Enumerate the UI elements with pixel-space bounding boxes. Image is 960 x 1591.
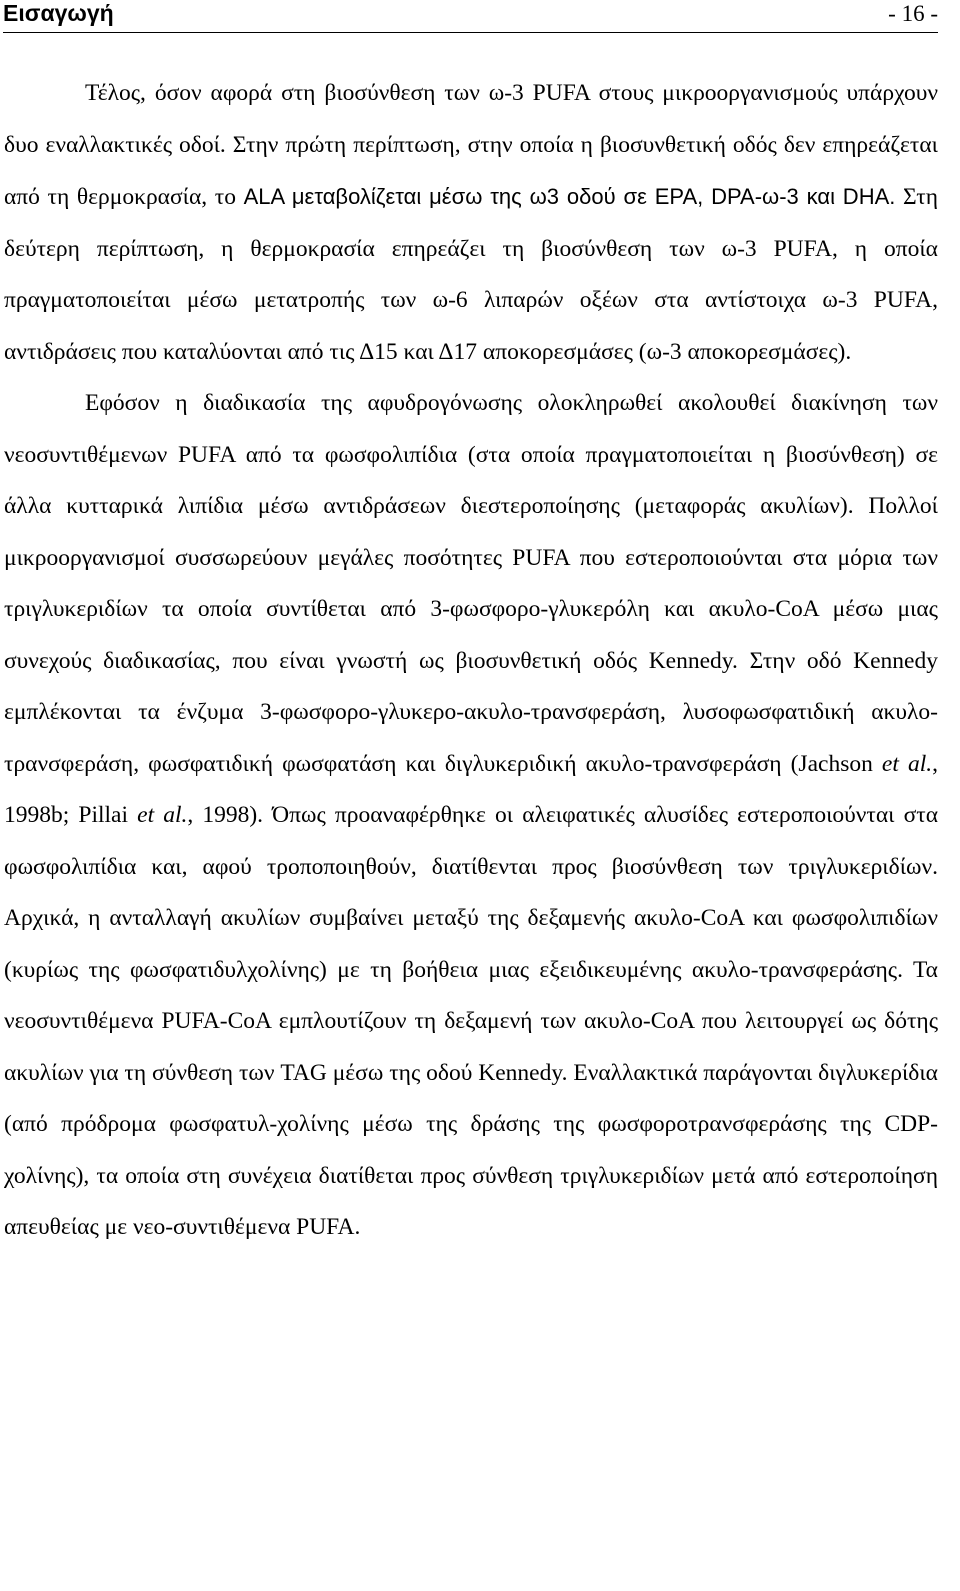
paragraph-2-text-a: Εφόσον η διαδικασία της αφυδρογόνωσης ολοκληρωθεί ακολουθεί διακίνηση των νεοσυντιθέμενων PUFA από τα φωσφολιπίδια (στα οποία πραγματοποιείται η βιοσύνθεση) σε άλλα κυτταρικά λιπίδια μέσω αντιδράσεων διεστεροποίησης (μεταφοράς ακυλίων). Πολλοί μικροοργανισμοί συσσωρεύουν μεγάλες ποσότητες PUFA που εστεροποιούνται στα μόρια των τριγλυκεριδίων τα οποία συντίθεται από 3-φωσφορο-γλυκερόλη και ακυλο-CoA μέσω μιας συνεχούς διαδικασίας, που είναι γνωστή ως βιοσυνθετική οδός Kennedy. Στην οδό Kennedy εμπλέκονται τα ένζυμα 3-φωσφορο-γλυκερο-ακυλο-τρανσφεράση, λυσοφωσφατιδική ακυλο-τρανσφεράση, φωσφατιδική φωσφατάση και διγλυκεριδική ακυλο-τρανσφεράση (Jachson (4, 390, 938, 777)
paragraph-1-text-c: Στη δεύτερη περίπτωση, η θερμοκρασία επηρεάζει τη βιοσύνθεση των ω-3 PUFA, η οποία πραγματοποιείται μέσω μετατροπής των ω-6 λιπαρών οξέων στα αντίστοιχα ω-3 PUFA, αντιδράσεις που καταλύονται από τις Δ15 και Δ17 αποκορεσμάσες (ω-3 αποκορεσμάσες). (4, 184, 938, 365)
page-header (3, 0, 938, 33)
paragraph-2 (4, 378, 938, 1254)
paragraph-2-text-c: , 1998). Όπως προαναφέρθηκε οι αλειφατικές αλυσίδες εστεροποιούνται στα φωσφολιπίδια και, αφού τροποποιηθούν, διατίθενται προς βιοσύνθεση των τριγλυκεριδίων. Αρχικά, η ανταλλαγή ακυλίων συμβαίνει μεταξύ της δεξαμενής ακυλο-CoA και φωσφολιπιδίων (κυρίως της φωσφατιδυλχολίνης) με τη βοήθεια μιας εξειδικευμένης ακυλο-τρανσφεράσης. Τα νεοσυντιθέμενα PUFA-CoA εμπλουτίζουν τη δεξαμενή των ακυλο-CoA που λειτουργεί ως δότης ακυλίων για τη σύνθεση των TAG μέσω της οδού Kennedy. Εναλλακτικά παράγονται διγλυκερίδια (από πρόδρομα φωσφατυλ-χολίνης μέσω της δράσης της φωσφοροτρανσφεράσης της CDP-χολίνης), τα οποία στη συνέχεια διατίθεται προς σύνθεση τριγλυκεριδίων μετά από εστεροποίηση απευθείας με νεο-συντιθέμενα PUFA. (4, 802, 939, 1240)
page-number: - 16 - (888, 1, 938, 26)
paragraph-1-text-b: ALA μεταβολίζεται μέσω της ω3 οδού σε EPA, DPA-ω-3 και DHA. (243, 184, 896, 209)
body-text (4, 68, 938, 1254)
citation-et-al: et al. (881, 750, 933, 777)
paragraph-1 (4, 68, 938, 378)
paragraph-1-text-a: Τέλος, όσον αφορά στη βιοσύνθεση των ω-3 PUFA στους μικροοργανισμούς υπάρχουν δυο εναλλακτικές οδοί. Στην πρώτη περίπτωση, στην οποία η βιοσυνθετική οδός δεν επηρεάζεται από τη θερμοκρασία, το (4, 80, 938, 210)
paragraph-2-text-b: , 1998b; Pillai (4, 750, 938, 828)
citation-et-al: et al. (137, 802, 188, 828)
section-title: Εισαγωγή (3, 0, 114, 26)
